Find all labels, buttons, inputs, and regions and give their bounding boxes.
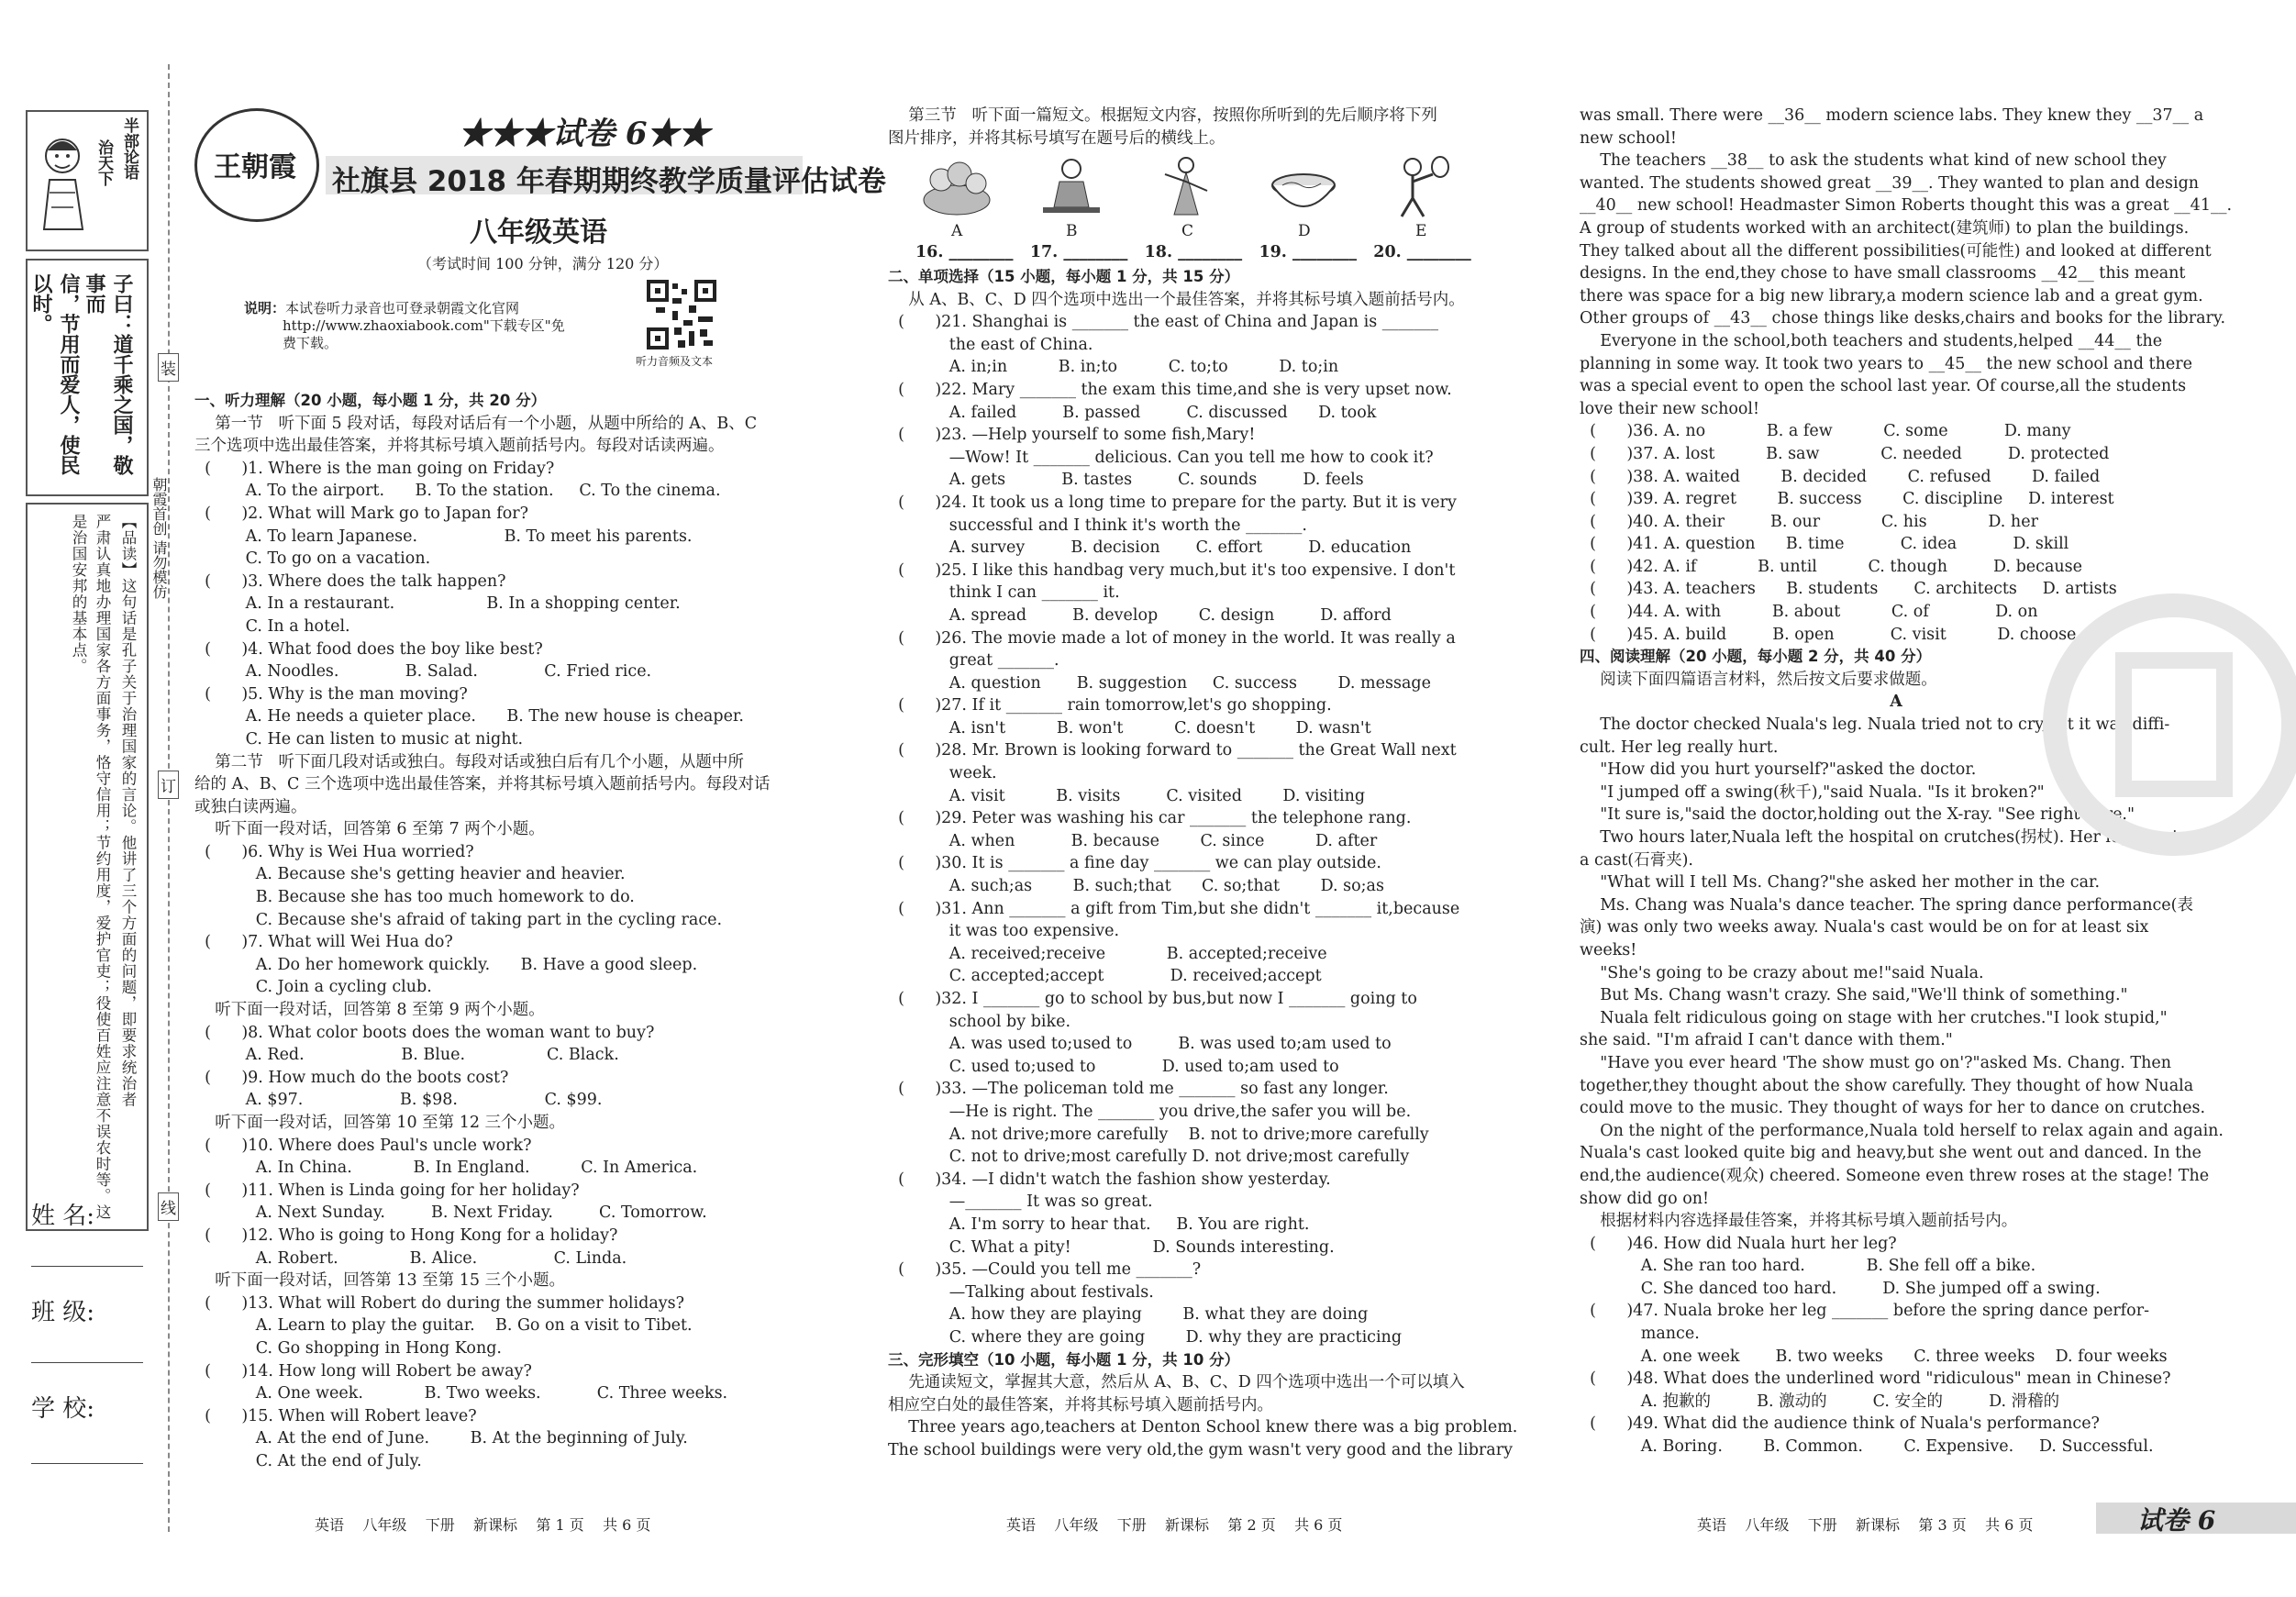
text-line: designs. In the end,they chose to have small classrooms __42__ this meant bbox=[1580, 264, 2186, 283]
text-line: A. In a restaurant. B. In a shopping center. bbox=[194, 594, 681, 614]
text-line: A. To learn Japanese. B. To meet his parents. bbox=[194, 527, 693, 546]
name-label: 姓 名: bbox=[31, 1203, 95, 1230]
text-line: A. Because she's getting heavier and heavier. bbox=[194, 865, 626, 884]
text-line: ( )3. Where does the talk happen? bbox=[194, 571, 506, 591]
text-line: "It sure is,"said the doctor,holding out the X-ray. "See right here." bbox=[1580, 805, 2135, 825]
text-line: A. To the airport. B. To the station. C. To the cinema. bbox=[194, 482, 721, 501]
motto-label: 半部论语 bbox=[120, 117, 139, 180]
text-line: ( )21. Shanghai is _______ the east of China and Japan is _______ bbox=[888, 313, 1438, 332]
text-line: —He is right. The _______ you drive,the safer you will be. bbox=[888, 1102, 1412, 1121]
text-line: ( )29. Peter was washing his car _______ the telephone rang. bbox=[888, 809, 1412, 828]
picture-d-noodle-bowl-icon bbox=[1264, 154, 1343, 220]
note-text-3: 费下载。 bbox=[283, 335, 338, 351]
text-line: mance. bbox=[1580, 1325, 1700, 1344]
text-line: C. In a hotel. bbox=[194, 616, 350, 636]
text-line: ( )34. —I didn't watch the fashion show yesterday. bbox=[888, 1170, 1331, 1189]
text-line: 第三节 听下面一篇短文。根据短文内容，按照你所听到的先后顺序将下列 bbox=[888, 106, 1437, 125]
text-line: A. Do her homework quickly. B. Have a good sleep. bbox=[194, 955, 698, 974]
text-line: Everyone in the school,both teachers and students,helped __44__ the bbox=[1580, 331, 2163, 350]
pindu-title: 【品读】这句话是孔子关于治理国家的言论。他讲了三个方面的问题，即要求统治者 bbox=[119, 514, 137, 1108]
text-line: great _______. bbox=[888, 651, 1059, 671]
quote-title: 子曰：道千乘之国，敬事而 bbox=[83, 273, 134, 475]
text-line: B. Because she has too much homework to do. bbox=[194, 888, 635, 907]
text-line: new school! bbox=[1580, 128, 1677, 148]
text-line: A. He needs a quieter place. B. The new house is cheaper. bbox=[194, 707, 744, 726]
picture-a-flowers-icon bbox=[917, 154, 996, 220]
text-line: ( )33. —The policeman told me _______ so fast any longer. bbox=[888, 1080, 1389, 1099]
text-line: "Have you ever heard 'The show must go on'?"asked Ms. Chang. Then bbox=[1580, 1053, 2171, 1072]
text-line: 第一节 听下面 5 段对话，每段对话后有一个小题，从题中所给的 A、B、C bbox=[194, 414, 758, 433]
text-line: 给的 A、B、C 三个选项中选出最佳答案，并将其标号填入题前括号内。每段对话 bbox=[194, 775, 771, 794]
text-line: 相应空白处的最佳答案，并将其标号填入题前括号内。 bbox=[888, 1395, 1273, 1414]
text-line: 四、阅读理解（20 小题，每小题 2 分，共 40 分） bbox=[1580, 648, 1932, 666]
text-line: "I jumped off a swing(秋千),"said Nuala. "Is it broken?" bbox=[1580, 782, 2045, 802]
text-line: A. such;as B. such;that C. so;that D. so;as bbox=[888, 877, 1384, 896]
text-line: ( )37. A. lost B. saw C. needed D. protected bbox=[1580, 444, 2110, 463]
text-line: ( )44. A. with B. about C. of D. on bbox=[1580, 603, 2038, 622]
text-line: A. Red. B. Blue. C. Black. bbox=[194, 1046, 619, 1065]
qr-caption: 听力音频及文本 bbox=[636, 355, 714, 368]
text-line: The teachers __38__ to ask the students what kind of new school they bbox=[1580, 151, 2167, 171]
footer-page-3: 英语 八年级 下册 新课标 第 3 页 共 6 页 bbox=[1697, 1516, 2034, 1534]
class-line[interactable] bbox=[31, 1362, 143, 1363]
text-line: it was too expensive. bbox=[888, 922, 1120, 941]
text-line: 三个选项中选出最佳答案，并将其标号填入题前括号内。每段对话读两遍。 bbox=[194, 437, 725, 456]
text-line: "She's going to be crazy about me!"said Nuala. bbox=[1580, 963, 1984, 982]
exam-title: 社旗县 2018 年春期期终教学质量评估试卷 bbox=[332, 165, 886, 198]
text-line: A. In China. B. In England. C. In America. bbox=[194, 1159, 698, 1178]
text-line: 一、听力理解（20 小题，每小题 1 分，共 20 分） bbox=[194, 392, 547, 409]
brand-logo bbox=[194, 108, 319, 222]
text-line: C. where they are going D. why they are practicing bbox=[888, 1327, 1403, 1347]
footer-page-2: 英语 八年级 下册 新课标 第 2 页 共 6 页 bbox=[1006, 1516, 1343, 1534]
text-line: A. visit B. visits C. visited D. visiting bbox=[888, 786, 1366, 805]
text-line: —Wow! It _______ delicious. Can you tell me how to cook it? bbox=[888, 448, 1434, 467]
text-line: school by bike. bbox=[888, 1012, 1071, 1031]
text-line: They talked about all the different possibilities(可能性) and looked at different bbox=[1580, 241, 2212, 261]
text-line: planning in some way. It took two years to __45__ the new school and there bbox=[1580, 354, 2192, 373]
text-line: ( )30. It is _______ a fine day _______ we can play outside. bbox=[888, 854, 1381, 873]
text-line: C. not to drive;most carefully D. not drive;most carefully bbox=[888, 1148, 1410, 1167]
text-line: A. how they are playing B. what they are doing bbox=[888, 1305, 1369, 1325]
text-line: A. I'm sorry to hear that. B. You are right. bbox=[888, 1214, 1310, 1234]
text-line: ( )36. A. no B. a few C. some D. many bbox=[1580, 422, 2071, 441]
text-line: The doctor checked Nuala's leg. Nuala tried not to cry,but it was diffi- bbox=[1580, 715, 2170, 735]
text-line: Two hours later,Nuala left the hospital on crutches(拐杖). Her leg was in bbox=[1580, 828, 2188, 847]
binding-strip bbox=[26, 55, 154, 1578]
pindu-box bbox=[26, 503, 149, 1231]
binding-mark-1: 装 bbox=[158, 353, 179, 382]
text-line: ( )35. —Could you tell me _______? bbox=[888, 1260, 1202, 1280]
text-line: ( )47. Nuala broke her leg _______ before the spring dance perfor- bbox=[1580, 1302, 2149, 1321]
text-line: ( )12. Who is going to Hong Kong for a holiday? bbox=[194, 1225, 618, 1245]
text-line: C. At the end of July. bbox=[194, 1451, 422, 1470]
text-line: ( )45. A. build B. open C. visit D. choose bbox=[1580, 625, 2077, 644]
class-label: 班 级: bbox=[31, 1299, 95, 1326]
text-line: wanted. The students showed great __39__. They wanted to plan and design bbox=[1580, 173, 2200, 193]
answer-blanks-16-20[interactable]: 16. ________ 17. ________ 18. ________ 19. ________ 20. ________ bbox=[915, 243, 1471, 261]
text-line: the east of China. bbox=[888, 335, 1093, 354]
text-line: C. Go shopping in Hong Kong. bbox=[194, 1338, 502, 1358]
quote-box bbox=[26, 259, 149, 496]
text-line: C. used to;used to D. used to;am used to bbox=[888, 1057, 1339, 1076]
text-line: C. Join a cycling club. bbox=[194, 978, 432, 997]
text-line: ( )24. It took us a long time to prepare for the party. But it is very bbox=[888, 493, 1457, 512]
picture-label-b: B bbox=[1066, 222, 1078, 240]
text-line: ( )11. When is Linda going for her holiday? bbox=[194, 1181, 580, 1200]
picture-label-a: A bbox=[951, 222, 963, 240]
copyright-note: 朝霞首创 请勿模仿 bbox=[150, 477, 168, 600]
text-line: A. 抱歉的 B. 激动的 C. 安全的 D. 滑稽的 bbox=[1580, 1392, 2060, 1411]
text-line: 先通读短文，掌握其大意，然后从 A、B、C、D 四个选项中选出一个可以填入 bbox=[888, 1373, 1465, 1392]
text-line: end,the audience(观众) cheered. Someone even threw roses at the stage! The bbox=[1580, 1166, 2210, 1185]
text-line: ( )25. I like this handbag very much,but it's too expensive. I don't bbox=[888, 560, 1456, 580]
text-line: cult. Her leg really hurt. bbox=[1580, 738, 1779, 757]
text-line: love their new school! bbox=[1580, 399, 1760, 418]
text-line: A. At the end of June. B. At the beginning of July. bbox=[194, 1429, 688, 1448]
time-note: （考试时间 100 分钟，满分 120 分） bbox=[417, 255, 669, 272]
pindu-body: 严肃认真地办理国家各方面事务，恪守信用；节约用度，爱护官吏；役使百姓应注意不误农时等。这是治国安邦的基本点。 bbox=[70, 514, 111, 1220]
text-line: __40__ new school! Headmaster Simon Roberts thought this was a great __41__. bbox=[1580, 196, 2233, 216]
text-line: 演) was only two weeks away. Nuala's cast would be on for at least six bbox=[1580, 918, 2149, 937]
text-line: ( )5. Why is the man moving? bbox=[194, 684, 468, 704]
text-line: A. Noodles. B. Salad. C. Fried rice. bbox=[194, 662, 652, 682]
picture-label-e: E bbox=[1415, 222, 1427, 240]
text-line: ( )9. How much do the boots cost? bbox=[194, 1068, 509, 1087]
text-line: Nuala felt ridiculous going on stage with her crutches."I look stupid," bbox=[1580, 1008, 2168, 1027]
binding-mark-3: 线 bbox=[158, 1192, 179, 1221]
school-label: 学 校: bbox=[31, 1395, 95, 1423]
text-line: 二、单项选择（15 小题，每小题 1 分，共 15 分） bbox=[888, 268, 1240, 285]
note-text-2: http://www.zhaoxiabook.com"下载专区"免 bbox=[283, 317, 565, 334]
text-line: she said. "I'm afraid I can't dance with them." bbox=[1580, 1031, 1953, 1050]
text-line: ( )7. What will Wei Hua do? bbox=[194, 933, 453, 952]
text-line: ( )27. If it _______ rain tomorrow,let's go shopping. bbox=[888, 696, 1332, 715]
text-line: ( )15. When will Robert leave? bbox=[194, 1406, 477, 1425]
picture-e-tennis-player-icon bbox=[1381, 154, 1460, 220]
qr-code-icon[interactable] bbox=[647, 280, 716, 349]
picture-label-d: D bbox=[1298, 222, 1311, 240]
text-line: 听下面一段对话，回答第 10 至第 12 三个小题。 bbox=[194, 1114, 566, 1132]
text-line: On the night of the performance,Nuala told herself to relax again and again. bbox=[1580, 1121, 2224, 1140]
text-line: C. accepted;accept D. received;accept bbox=[888, 967, 1322, 986]
text-line: 或独白读两遍。 bbox=[194, 797, 307, 816]
text-line: "What will I tell Ms. Chang?"she asked her mother in the car. bbox=[1580, 873, 2101, 893]
text-line: together,they thought about the show carefully. They thought of how Nuala bbox=[1580, 1076, 2194, 1095]
text-line: A. failed B. passed C. discussed D. took bbox=[888, 403, 1377, 422]
confucius-portrait-icon bbox=[35, 128, 92, 238]
text-line: —_______ It was so great. bbox=[888, 1192, 1153, 1212]
text-line: A. isn't B. won't C. doesn't D. wasn't bbox=[888, 718, 1371, 738]
picture-b-girl-sitting-icon bbox=[1032, 154, 1111, 220]
text-line: there was space for a big new library,a modern science lab and a great gym. bbox=[1580, 286, 2203, 305]
text-line: ( )23. —Help yourself to some fish,Mary! bbox=[888, 426, 1256, 445]
text-line: ( )38. A. waited B. decided C. refused D. failed bbox=[1580, 467, 2101, 486]
text-line: ( )40. A. their B. our C. his D. her bbox=[1580, 512, 2038, 531]
text-line: could move to the music. They thought of ways for her to dance on crutches. bbox=[1580, 1099, 2206, 1118]
text-line: ( )6. Why is Wei Hua worried? bbox=[194, 842, 474, 861]
text-line: 第二节 听下面几段对话或独白。每段对话或独白后有几个小题，从题中所 bbox=[194, 752, 744, 771]
text-line: A. in;in B. in;to C. to;to D. to;in bbox=[888, 358, 1339, 377]
text-line: ( )41. A. question B. time C. idea D. skill bbox=[1580, 535, 2069, 554]
text-line: 图片排序，并将其标号填写在题号后的横线上。 bbox=[888, 128, 1226, 148]
text-line: 从 A、B、C、D 四个选项中选出一个最佳答案，并将其标号填入题前括号内。 bbox=[888, 290, 1465, 309]
text-line: 根据材料内容选择最佳答案，并将其标号填入题前括号内。 bbox=[1580, 1212, 2018, 1231]
text-line: 阅读下面四篇语言材料，然后按文后要求做题。 bbox=[1580, 670, 1937, 689]
text-line: 听下面一段对话，回答第 6 至第 7 两个小题。 bbox=[194, 820, 545, 839]
text-line: ( )32. I _______ go to school by bus,but now I _______ going to bbox=[888, 990, 1417, 1008]
text-line: A. Robert. B. Alice. C. Linda. bbox=[194, 1248, 627, 1268]
text-line: C. Because she's afraid of taking part in the cycling race. bbox=[194, 910, 723, 929]
text-line: A. Next Sunday. B. Next Friday. C. Tomorrow. bbox=[194, 1203, 707, 1223]
text-line: A. one week B. two weeks C. three weeks D. four weeks bbox=[1580, 1347, 2168, 1366]
text-line: ( )48. What does the underlined word "ridiculous" mean in Chinese? bbox=[1580, 1370, 2171, 1389]
quote-body: 信，节用而爱人，使民以时。 bbox=[29, 273, 81, 475]
paper-tag: ★★★试卷 6★★ bbox=[459, 116, 710, 152]
text-line: ( )2. What will Mark go to Japan for? bbox=[194, 504, 529, 523]
text-line: ( )14. How long will Robert be away? bbox=[194, 1361, 532, 1381]
text-line: A. Boring. B. Common. C. Expensive. D. Successful. bbox=[1580, 1437, 2154, 1457]
column-1 bbox=[194, 390, 809, 1473]
picture-label-c: C bbox=[1181, 222, 1194, 240]
text-line: weeks! bbox=[1580, 940, 1637, 959]
school-line[interactable] bbox=[31, 1463, 143, 1464]
text-line: A bbox=[1890, 693, 1902, 712]
name-line[interactable] bbox=[31, 1266, 143, 1267]
text-line: A. question B. suggestion C. success D. message bbox=[888, 673, 1431, 693]
text-line: 听下面一段对话，回答第 13 至第 15 三个小题。 bbox=[194, 1271, 566, 1291]
text-line: ( )46. How did Nuala hurt her leg? bbox=[1580, 1234, 1897, 1253]
text-line: Nuala's cast looked quite big and heavy,but she went out and danced. In the bbox=[1580, 1144, 2202, 1163]
column-2-intro bbox=[888, 105, 1521, 150]
text-line: ( )42. A. if B. until C. though D. because bbox=[1580, 557, 2082, 576]
text-line: A. was used to;used to B. was used to;am used to bbox=[888, 1035, 1392, 1054]
footer-page-1: 英语 八年级 下册 新课标 第 1 页 共 6 页 bbox=[315, 1516, 651, 1534]
column-2 bbox=[888, 266, 1521, 1461]
text-line: A group of students worked with an architect(建筑师) to plan the buildings. bbox=[1580, 218, 2190, 238]
text-line: C. He can listen to music at night. bbox=[194, 729, 524, 749]
text-line: A. gets B. tastes C. sounds D. feels bbox=[888, 471, 1364, 490]
text-line: ( )39. A. regret B. success C. discipline D. interest bbox=[1580, 490, 2114, 509]
text-line: ( )4. What food does the boy like best? bbox=[194, 639, 543, 659]
text-line: But Ms. Chang wasn't crazy. She said,"We'll think of something." bbox=[1580, 986, 2128, 1005]
text-line: ( )28. Mr. Brown is looking forward to _______ the Great Wall next bbox=[888, 741, 1457, 760]
text-line: ( )13. What will Robert do during the summer holidays? bbox=[194, 1293, 685, 1313]
watermark-seal-icon bbox=[2036, 587, 2296, 862]
text-line: show did go on! bbox=[1580, 1189, 1710, 1208]
picture-c-traditional-dancer-icon bbox=[1147, 154, 1226, 220]
text-line: A. She ran too hard. B. She fell off a bike. bbox=[1580, 1257, 2036, 1276]
motto-label-2: 治天下 bbox=[94, 139, 113, 186]
text-line: ( )43. A. teachers B. students C. architects D. artists bbox=[1580, 580, 2117, 599]
text-line: ( )10. Where does Paul's uncle work? bbox=[194, 1136, 532, 1155]
note-label: 说明： bbox=[244, 300, 286, 316]
listening-note bbox=[244, 300, 611, 352]
brand-name: 王朝霞 bbox=[214, 151, 296, 183]
text-line: Ms. Chang was Nuala's dance teacher. The spring dance performance(表 bbox=[1580, 895, 2193, 915]
text-line: Other groups of __43__ chose things like desks,chairs and books for the library. bbox=[1580, 309, 2226, 328]
text-line: A. survey B. decision C. effort D. education bbox=[888, 538, 1412, 558]
text-line: 三、完形填空（10 小题，每小题 1 分，共 10 分） bbox=[888, 1350, 1240, 1369]
note-text-1: 本试卷听力录音也可登录朝霞文化官网 bbox=[285, 300, 520, 316]
exam-subject: 八年级英语 bbox=[470, 216, 607, 249]
text-line: A. $97. B. $98. C. $99. bbox=[194, 1091, 603, 1110]
text-line: ( )49. What did the audience think of Nuala's performance? bbox=[1580, 1414, 2100, 1434]
text-line: —Talking about festivals. bbox=[888, 1282, 1154, 1302]
text-line: "How did you hurt yourself?"asked the doctor. bbox=[1580, 760, 1977, 780]
motto-box bbox=[26, 110, 149, 251]
text-line: A. not drive;more carefully B. not to drive;more carefully bbox=[888, 1125, 1429, 1144]
text-line: Three years ago,teachers at Denton School knew there was a big problem. bbox=[888, 1418, 1518, 1437]
text-line: C. She danced too hard. D. She jumped off a swing. bbox=[1580, 1279, 2101, 1298]
text-line: week. bbox=[888, 764, 997, 783]
text-line: was small. There were __36__ modern science labs. They knew they __37__ a bbox=[1580, 106, 2204, 125]
text-line: a cast(石膏夹). bbox=[1580, 850, 1693, 870]
text-line: A. One week. B. Two weeks. C. Three weeks. bbox=[194, 1384, 728, 1403]
text-line: was a special event to open the school last year. Of course,all the students bbox=[1580, 377, 2187, 396]
text-line: A. received;receive B. accepted;receive bbox=[888, 944, 1327, 963]
text-line: ( )1. Where is the man going on Friday? bbox=[194, 459, 555, 478]
text-line: 听下面一段对话，回答第 8 至第 9 两个小题。 bbox=[194, 1001, 545, 1020]
text-line: think I can _______ it. bbox=[888, 583, 1120, 603]
text-line: successful and I think it's worth the _______. bbox=[888, 516, 1307, 535]
binding-mark-2: 订 bbox=[158, 771, 179, 799]
text-line: C. What a pity! D. Sounds interesting. bbox=[888, 1237, 1335, 1257]
text-line: A. when B. because C. since D. after bbox=[888, 831, 1378, 850]
footer-paper-tag: 试卷 6 bbox=[2137, 1505, 2216, 1536]
text-line: The school buildings were very old,the gym wasn't very good and the library bbox=[888, 1440, 1513, 1459]
text-line: ( )31. Ann _______ a gift from Tim,but she didn't _______ it,because bbox=[888, 899, 1460, 918]
text-line: C. To go on a vacation. bbox=[194, 549, 431, 569]
text-line: ( )22. Mary _______ the exam this time,and she is very upset now. bbox=[888, 380, 1452, 399]
text-line: ( )8. What color boots does the woman want to buy? bbox=[194, 1023, 655, 1042]
text-line: A. spread B. develop C. design D. afford bbox=[888, 605, 1392, 625]
text-line: A. Learn to play the guitar. B. Go on a visit to Tibet. bbox=[194, 1316, 693, 1336]
text-line: ( )26. The movie made a lot of money in the world. It was really a bbox=[888, 628, 1456, 648]
